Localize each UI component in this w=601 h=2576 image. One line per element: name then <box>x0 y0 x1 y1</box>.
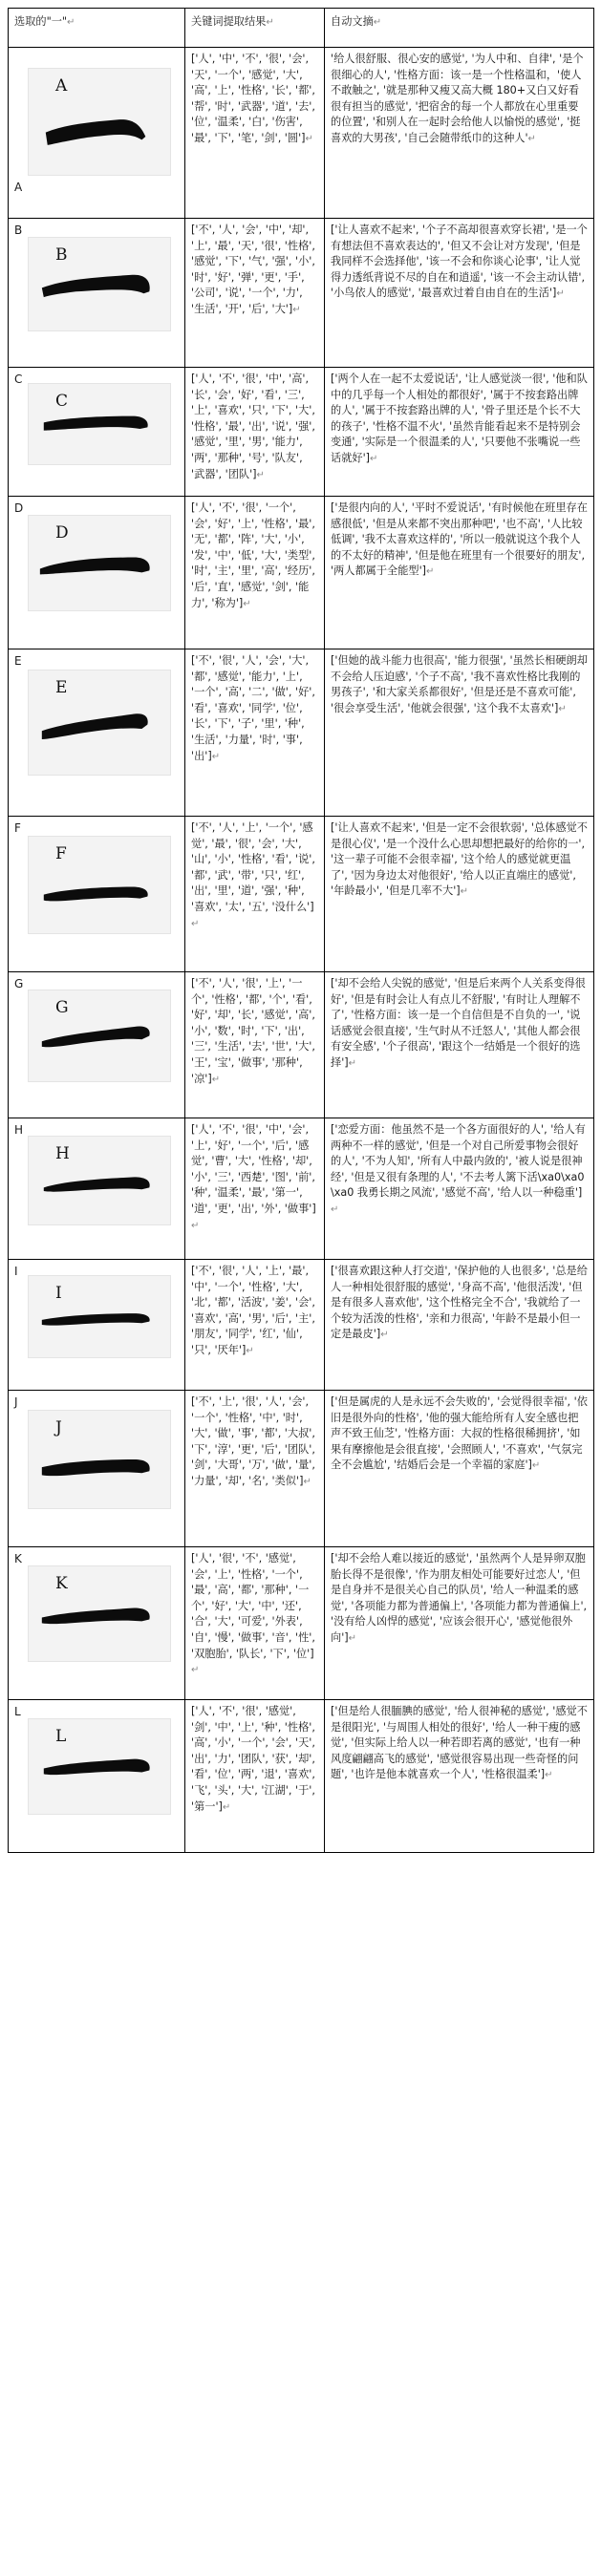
sample-label: B <box>55 245 68 265</box>
stroke-sample-image <box>28 383 171 465</box>
row-letter-marker: I <box>14 1265 18 1278</box>
summary-text: ['恋爱方面：他虽然不是一个各方面很好的人', '给人有两种不一样的感觉', '但是一个对自己所爱事物会很好的人', '不为人知', '所有人中最内敛的', '被人说是很神经', '但是又很有条理的人', '不去考人篱下活\xa0\xa0\xa0 我勇长期之风流', '感觉不高', '给人以一种稳重'] <box>331 1123 586 1200</box>
summary-cell: ['却不会给人尖锐的感觉', '但是后来两个人关系变得很好', '但是有时会让人有点儿不舒服', '有时让人理解不了', '性格方面：该一是一个自信但是不自负的一', '说话感觉会很直接', '生气时从不迁怒人', '其他人都会很有安全感', '个子很高', '跟这个一结婚是一个很好的选择']↵ <box>325 972 594 1118</box>
table-header-row <box>9 9 594 48</box>
table-row <box>9 1391 594 1547</box>
stroke-image-cell <box>9 48 185 219</box>
sample-label: G <box>55 998 69 1017</box>
header-keywords: 关键词提取结果↵ <box>185 9 325 48</box>
stroke-image-cell <box>9 1391 185 1547</box>
keywords-text: ['不', '很', '人', '上', '最', '中', '一个', '性格', '大', '北', '都', '活波', '姜', '会', '喜欢', '高', '男', '后', '主', '朋友', '同学', '红', '仙', '只', '厌年'] <box>191 1265 315 1356</box>
brush-stroke-icon <box>29 1411 170 1508</box>
table-row <box>9 48 594 219</box>
summary-cell: ['但她的战斗能力也很高', '能力很强', '虽然长相硬朗却不会给人压迫感', '个子不高', '我不喜欢性格比我刚的男孩子', '和大家关系都很好', '但是还是不喜欢可能', '很会享受生活', '他就会很强', '这个我不太喜欢']↵ <box>325 649 594 817</box>
stroke-sample-image <box>28 1410 171 1509</box>
summary-cell: ['让人喜欢不起来', '但是一定不会很软弱', '总体感觉不是很心仪', '是一个没什么心思却想把最好的给你的一', '这一辈子可能不会很幸福', '这个给人的感觉就更温了', '因为身边太对他很好', '给人以正直端庄的感觉', '年龄最小', '但是几率不大']↵ <box>325 817 594 972</box>
summary-cell: ['很喜欢跟这种人打交道', '保护他的人也很多', '总是给人一种相处很舒服的感觉', '身高不高', '他很活泼', '但是有很多人喜欢他', '这个性格完全不合', '我就给了一个较为活泼的性格', '亲和力很高', '年龄不是最小但一定是最皮']↵ <box>325 1260 594 1391</box>
summary-text: ['却不会给人难以接近的感觉', '虽然两个人是异卵双胞胎长得不是很像', '作为朋友相处可能要好过恋人', '但是自身并不是很关心自己的队员', '给人一种温柔的感觉', '各项能力都为普通偏上', '各项能力都为普通偏上', '没有给人凶悍的感觉', '应该会很开心', '感觉他很外向'] <box>331 1552 588 1644</box>
keywords-cell: ['不', '人', '上', '一个', '感觉', '最', '很', '会', '大', '山', '小', '性格', '看', '说', '都', '武', '带', '只', '红', '出', '里', '道', '强', '种', '喜欢', '太', '五', '没什么']↵ <box>185 817 325 972</box>
table-row <box>9 368 594 497</box>
brush-stroke-icon <box>29 1719 170 1814</box>
table-row <box>9 219 594 368</box>
table-row <box>9 1118 594 1260</box>
summary-text: ['让人喜欢不起来', '个子不高却很喜欢穿长裙', '是一个有想法但不喜欢表达的', '但又不会让对方发现', '但是我同样不会选择他', '该一不会和你谈心论事', '让人觉得力透纸背说不尽的自在和逍遥', '该一不会主动认错', '小鸟依人的感觉', '最喜欢过着自由自在的生活'] <box>331 224 588 300</box>
summary-cell: ['是很内向的人', '平时不爱说话', '有时候他在班里存在感很低', '但是从来都不突出那种吧', '也不高', '人比较低调', '我不太喜欢这样的', '所以一般就说这个我个人的不太好的精神', '但是他在班里有一个很要好的朋友', '两人都属于全能型']↵ <box>325 497 594 649</box>
summary-text: ['却不会给人尖锐的感觉', '但是后来两个人关系变得很好', '但是有时会让人有点儿不舒服', '有时让人理解不了', '性格方面：该一是一个自信但是不自负的一', '说话感觉会很直接', '生气时从不迁怒人', '其他人都会很有安全感', '个子很高', '跟这个一结婚是一个很好的选择'] <box>331 977 586 1069</box>
keywords-cell: ['不', '很', '人', '会', '大', '都', '感觉', '能力', '上', '一个', '高', '二', '做', '好', '看', '喜欢', '同学', '位', '长', '下', '子', '里', '种', '生活', '力量', '时', '事', '出']↵ <box>185 649 325 817</box>
row-letter-marker: L <box>14 1705 21 1718</box>
summary-cell: ['但是给人很腼腆的感觉', '给人很神秘的感觉', '感觉不是很阳光', '与周围人相处的很好', '给人一种干瘦的感觉', '但实际上给人以一种若即若离的感觉', '也有一种风度翩翩高飞的感觉', '感觉很容易出现一些奇怪的问题', '也许是他本就喜欢一个人', '性格很温柔']↵ <box>325 1700 594 1853</box>
stroke-image-cell <box>9 972 185 1118</box>
sample-label: I <box>55 1284 62 1303</box>
row-letter-marker: C <box>14 373 23 386</box>
keywords-cell: ['人', '不', '很', '中', '会', '上', '好', '一个', '后', '感觉', '曹', '大', '性格', '却', '小', '三', '西楚', '图', '前', '种', '温柔', '最', '第一', '道', '更', '出', '外', '做事']↵ <box>185 1118 325 1260</box>
table-row <box>9 972 594 1118</box>
summary-cell: '给人很舒服、很心安的感觉', '为人中和、自律', '是个很细心的人', '性格方面：该一是一个性格温和，'使人不敢触之', '就是那种又瘦又高大概 180+又白又好看很有担当的感觉', '把宿舍的每一个人都放在心里重要的位置', '和别人在一起时会给他人以愉悦的感觉', '挺喜欢的大男孩', '自己会随带纸巾的这种人'↵ <box>325 48 594 219</box>
summary-text: ['很喜欢跟这种人打交道', '保护他的人也很多', '总是给人一种相处很舒服的感觉', '身高不高', '他很活泼', '但是有很多人喜欢他', '这个性格完全不合', '我就给了一个较为活泼的性格', '亲和力很高', '年龄不是最小但一定是最皮'] <box>331 1265 588 1341</box>
row-letter-marker: E <box>14 654 22 668</box>
keywords-cell: ['人', '不', '很', '感觉', '剑', '中', '上', '种', '性格', '高', '小', '一个', '会', '天', '出', '力', '团队', '获', '却', '看', '位', '两', '退', '喜欢', '飞', '头', '大', '江湖', '于', '第一']↵ <box>185 1700 325 1853</box>
sample-label: A <box>55 76 68 96</box>
row-letter-marker: H <box>14 1123 24 1137</box>
stroke-sample-image <box>28 836 171 934</box>
brush-stroke-icon <box>29 1566 170 1661</box>
summary-text: ['但是给人很腼腆的感觉', '给人很神秘的感觉', '感觉不是很阳光', '与周围人相处的很好', '给人一种干瘦的感觉', '但实际上给人以一种若即若离的感觉', '也有一种风度翩翩高飞的感觉', '感觉很容易出现一些奇怪的问题', '也许是他本就喜欢一个人', '性格很温柔'] <box>331 1705 588 1781</box>
sample-label: C <box>55 392 69 411</box>
sample-label: K <box>55 1574 68 1593</box>
keywords-text: ['人', '很', '不', '感觉', '会', '上', '性格', '一个', '最', '高', '都', '那种', '一个', '好', '大', '中', '还', '合', '大', '可爱', '外表', '自', '慢', '做事', '音', '性', '双胞胎', '队长', '下', '位'] <box>191 1552 315 1660</box>
stroke-image-cell <box>9 1260 185 1391</box>
keywords-cell: ['不', '人', '会', '中', '却', '上', '最', '天', '很', '性格', '感觉', '下', '气', '强', '小', '时', '好', '弹', '更', '手', '公司', '说', '一个', '力', '生活', '开', '后', '大']↵ <box>185 219 325 368</box>
sample-label: L <box>55 1727 67 1746</box>
summary-cell: ['恋爱方面：他虽然不是一个各方面很好的人', '给人有两种不一样的感觉', '但是一个对自己所爱事物会很好的人', '不为人知', '所有人中最内敛的', '被人说是很神经', '但是又很有条理的人', '不去考人篱下活\xa0\xa0\xa0 我勇长期之风流', '感觉不高', '给人以一种稳重']↵ <box>325 1118 594 1260</box>
row-letter-below: A <box>14 181 23 194</box>
row-letter-marker: F <box>14 821 21 835</box>
keywords-cell: ['人', '很', '不', '感觉', '会', '上', '性格', '一个', '最', '高', '都', '那种', '一个', '好', '大', '中', '还', '合', '大', '可爱', '外表', '自', '慢', '做事', '音', '性', '双胞胎', '队长', '下', '位']↵ <box>185 1547 325 1700</box>
keywords-text: ['人', '不', '很', '中', '会', '上', '好', '一个', '后', '感觉', '曹', '大', '性格', '却', '小', '三', '西楚', '图', '前', '种', '温柔', '最', '第一', '道', '更', '出', '外', '做事'] <box>191 1123 316 1215</box>
table-row <box>9 649 594 817</box>
summary-cell: ['但是属虎的人是永远不会失败的', '会觉得很幸福', '依旧是很外向的性格', '他的强大能给所有人安全感也把声不致王仙芝', '性格方面：大叔的性格很稀拥挤', '如果有摩擦他是会很直接', '会照顾人', '不喜欢', '气氛完全不会尴尬', '结婚后会是一个幸福的家庭']↵ <box>325 1391 594 1547</box>
keywords-text: ['人', '不', '很', '中', '高', '长', '会', '好', '看', '三', '上', '喜欢', '只', '下', '大', '性格', '最', '出', '说', '强', '感觉', '里', '男', '能力', '两', '那种', '号', '队友', '武器', '团队'] <box>191 373 315 480</box>
keywords-cell: ['人', '不', '很', '一个', '会', '好', '上', '性格', '最', '无', '都', '阵', '大', '小', '发', '中', '低', '大', '类型', '时', '主', '里', '高', '经历', '后', '直', '感觉', '剑', '能力', '称为']↵ <box>185 497 325 649</box>
table-row <box>9 1547 594 1700</box>
stroke-image-cell <box>9 1547 185 1700</box>
brush-stroke-icon <box>29 238 170 330</box>
header-selected-stroke: 选取的"一"↵ <box>9 9 185 48</box>
table-row <box>9 1260 594 1391</box>
table-row <box>9 1700 594 1853</box>
header-summary: 自动文摘↵ <box>325 9 594 48</box>
sample-label: J <box>55 1418 62 1437</box>
table-row <box>9 817 594 972</box>
stroke-sample-image <box>28 1136 171 1225</box>
summary-text: ['是很内向的人', '平时不爱说话', '有时候他在班里存在感很低', '但是从来都不突出那种吧', '也不高', '人比较低调', '我不太喜欢这样的', '所以一般就说这个我个人的不太好的精神', '但是他在班里有一个很要好的朋友', '两人都属于全能型'] <box>331 501 588 578</box>
brush-stroke-icon <box>29 516 170 610</box>
stroke-sample-image <box>28 1275 171 1358</box>
stroke-sample-image <box>28 1565 171 1662</box>
summary-text: ['两个人在一起不太爱说话', '让人感觉淡一很', '他和队中的几乎每一个人相处的都很好', '属于不按套路出牌的人', '属于不按套路出牌的人', '骨子里还是个长不大的孩子', '性格不温不火', '虽然肯能看起来不是特别会变通', '实际是一个很温柔的人', '只要他不张嘴说一些话就好'] <box>331 373 588 464</box>
brush-stroke-icon <box>29 384 170 464</box>
summary-text: ['但是属虎的人是永远不会失败的', '会觉得很幸福', '依旧是很外向的性格', '他的强大能给所有人安全感也把声不致王仙芝', '性格方面：大叔的性格很稀拥挤', '如果有摩擦他是会很直接', '会照顾人', '不喜欢', '气氛完全不会尴尬', '结婚后会是一个幸福的家庭'] <box>331 1395 588 1472</box>
keywords-text: ['人', '中', '不', '很', '会', '天', '一个', '感觉', '大', '高', '上', '性格', '长', '都', '帮', '时', '武器', '道', '去', '位', '温柔', '白', '伤害', '最', '下', '笔', '剑', '圆'] <box>191 53 315 144</box>
summary-text: ['但她的战斗能力也很高', '能力很强', '虽然长相硬朗却不会给人压迫感', '个子不高', '我不喜欢性格比我刚的男孩子', '和大家关系都很好', '但是还是不喜欢可能', '很会享受生活', '他就会很强', '这个我不太喜欢'] <box>331 654 588 714</box>
brush-stroke-icon <box>29 990 170 1081</box>
keywords-cell: ['不', '人', '很', '上', '一个', '性格', '都', '个', '看', '好', '却', '长', '感觉', '高', '小', '数', '时', '下', '出', '三', '生活', '去', '世', '大', '王', '宝', '做事', '那种', '凉']↵ <box>185 972 325 1118</box>
calligraphy-keyword-table <box>8 8 594 1853</box>
keywords-text: ['不', '上', '很', '人', '会', '一个', '性格', '中', '时', '大', '做', '事', '都', '大叔', '下', '淳', '更', '后', '团队', '剑', '大哥', '万', '做', '量', '力量', '却', '名', '类似'] <box>191 1395 315 1487</box>
stroke-sample-image <box>28 237 171 331</box>
summary-text: ['让人喜欢不起来', '但是一定不会很软弱', '总体感觉不是很心仪', '是一个没什么心思却想把最好的给你的一', '这一辈子可能不会很幸福', '这个给人的感觉就更温了', '因为身边太对他很好', '给人以正直端庄的感觉', '年龄最小', '但是几率不大'] <box>331 821 588 898</box>
keywords-text: ['不', '人', '上', '一个', '感觉', '最', '很', '会', '大', '山', '小', '性格', '看', '说', '都', '武', '带', '只', '红', '出', '里', '道', '强', '种', '喜欢', '太', '五', '没什么'] <box>191 821 315 913</box>
stroke-image-cell <box>9 497 185 649</box>
keywords-text: ['不', '人', '会', '中', '却', '上', '最', '天', '很', '性格', '感觉', '下', '气', '强', '小', '时', '好', '弹', '更', '手', '公司', '说', '一个', '力', '生活', '开', '后', '大'] <box>191 224 315 315</box>
brush-stroke-icon <box>29 1276 170 1357</box>
stroke-sample-image <box>28 1718 171 1815</box>
keywords-cell: ['不', '上', '很', '人', '会', '一个', '性格', '中', '时', '大', '做', '事', '都', '大叔', '下', '淳', '更', '后', '团队', '剑', '大哥', '万', '做', '量', '力量', '却', '名', '类似']↵ <box>185 1391 325 1547</box>
keywords-text: ['人', '不', '很', '感觉', '剑', '中', '上', '种', '性格', '高', '小', '一个', '会', '天', '出', '力', '团队', '获', '却', '看', '位', '两', '退', '喜欢', '飞', '头', '大', '江湖', '于', '第一'] <box>191 1705 315 1813</box>
keywords-cell: ['人', '中', '不', '很', '会', '天', '一个', '感觉', '大', '高', '上', '性格', '长', '都', '帮', '时', '武器', '道', '去', '位', '温柔', '白', '伤害', '最', '下', '笔', '剑', '圆']↵ <box>185 48 325 219</box>
sample-label: D <box>55 523 69 543</box>
stroke-image-cell <box>9 368 185 497</box>
sample-label: H <box>55 1144 70 1163</box>
keywords-text: ['不', '人', '很', '上', '一个', '性格', '都', '个', '看', '好', '却', '长', '感觉', '高', '小', '数', '时', '下', '出', '三', '生活', '去', '世', '大', '王', '宝', '做事', '那种', '凉'] <box>191 977 315 1085</box>
stroke-image-cell <box>9 817 185 972</box>
keywords-cell: ['人', '不', '很', '中', '高', '长', '会', '好', '看', '三', '上', '喜欢', '只', '下', '大', '性格', '最', '出', '说', '强', '感觉', '里', '男', '能力', '两', '那种', '号', '队友', '武器', '团队']↵ <box>185 368 325 497</box>
stroke-sample-image <box>28 68 171 176</box>
stroke-sample-image <box>28 515 171 611</box>
row-letter-marker: D <box>14 501 24 515</box>
brush-stroke-icon <box>29 69 170 175</box>
keywords-text: ['不', '很', '人', '会', '大', '都', '感觉', '能力', '上', '一个', '高', '二', '做', '好', '看', '喜欢', '同学', '位', '长', '下', '子', '里', '种', '生活', '力量', '时', '事', '出'] <box>191 654 315 762</box>
stroke-sample-image <box>28 990 171 1082</box>
stroke-image-cell <box>9 1700 185 1853</box>
row-letter-marker: K <box>14 1552 22 1565</box>
stroke-image-cell <box>9 219 185 368</box>
stroke-sample-image <box>28 670 171 776</box>
table-row <box>9 497 594 649</box>
keywords-text: ['人', '不', '很', '一个', '会', '好', '上', '性格', '最', '无', '都', '阵', '大', '小', '发', '中', '低', '大', '类型', '时', '主', '里', '高', '经历', '后', '直', '感觉', '剑', '能力', '称为'] <box>191 501 315 609</box>
row-letter-marker: B <box>14 224 23 237</box>
brush-stroke-icon <box>29 1137 170 1224</box>
summary-cell: ['让人喜欢不起来', '个子不高却很喜欢穿长裙', '是一个有想法但不喜欢表达的', '但又不会让对方发现', '但是我同样不会选择他', '该一不会和你谈心论事', '让人觉得力透纸背说不尽的自在和逍遥', '该一不会主动认错', '小鸟依人的感觉', '最喜欢过着自由自在的生活']↵ <box>325 219 594 368</box>
brush-stroke-icon <box>29 837 170 933</box>
summary-cell: ['却不会给人难以接近的感觉', '虽然两个人是异卵双胞胎长得不是很像', '作为朋友相处可能要好过恋人', '但是自身并不是很关心自己的队员', '给人一种温柔的感觉', '各项能力都为普通偏上', '各项能力都为普通偏上', '没有给人凶悍的感觉', '应该会很开心', '感觉他很外向']↵ <box>325 1547 594 1700</box>
row-letter-marker: J <box>14 1395 18 1409</box>
summary-cell: ['两个人在一起不太爱说话', '让人感觉淡一很', '他和队中的几乎每一个人相处的都很好', '属于不按套路出牌的人', '属于不按套路出牌的人', '骨子里还是个长不大的孩子', '性格不温不火', '虽然肯能看起来不是特别会变通', '实际是一个很温柔的人', '只要他不张嘴说一些话就好']↵ <box>325 368 594 497</box>
sample-label: E <box>55 678 68 697</box>
row-letter-marker: G <box>14 977 24 990</box>
stroke-image-cell <box>9 1118 185 1260</box>
summary-text: '给人很舒服、很心安的感觉', '为人中和、自律', '是个很细心的人', '性格方面：该一是一个性格温和，'使人不敢触之', '就是那种又瘦又高大概 180+又白又好看很有担当的感觉', '把宿舍的每一个人都放在心里重要的位置', '和别人在一起时会给他人以愉悦的感觉', '挺喜欢的大男孩', '自己会随带纸巾的这种人' <box>331 53 584 144</box>
keywords-cell: ['不', '很', '人', '上', '最', '中', '一个', '性格', '大', '北', '都', '活波', '姜', '会', '喜欢', '高', '男', '后', '主', '朋友', '同学', '红', '仙', '只', '厌年']↵ <box>185 1260 325 1391</box>
sample-label: F <box>55 844 67 863</box>
stroke-image-cell <box>9 649 185 817</box>
brush-stroke-icon <box>29 671 170 775</box>
